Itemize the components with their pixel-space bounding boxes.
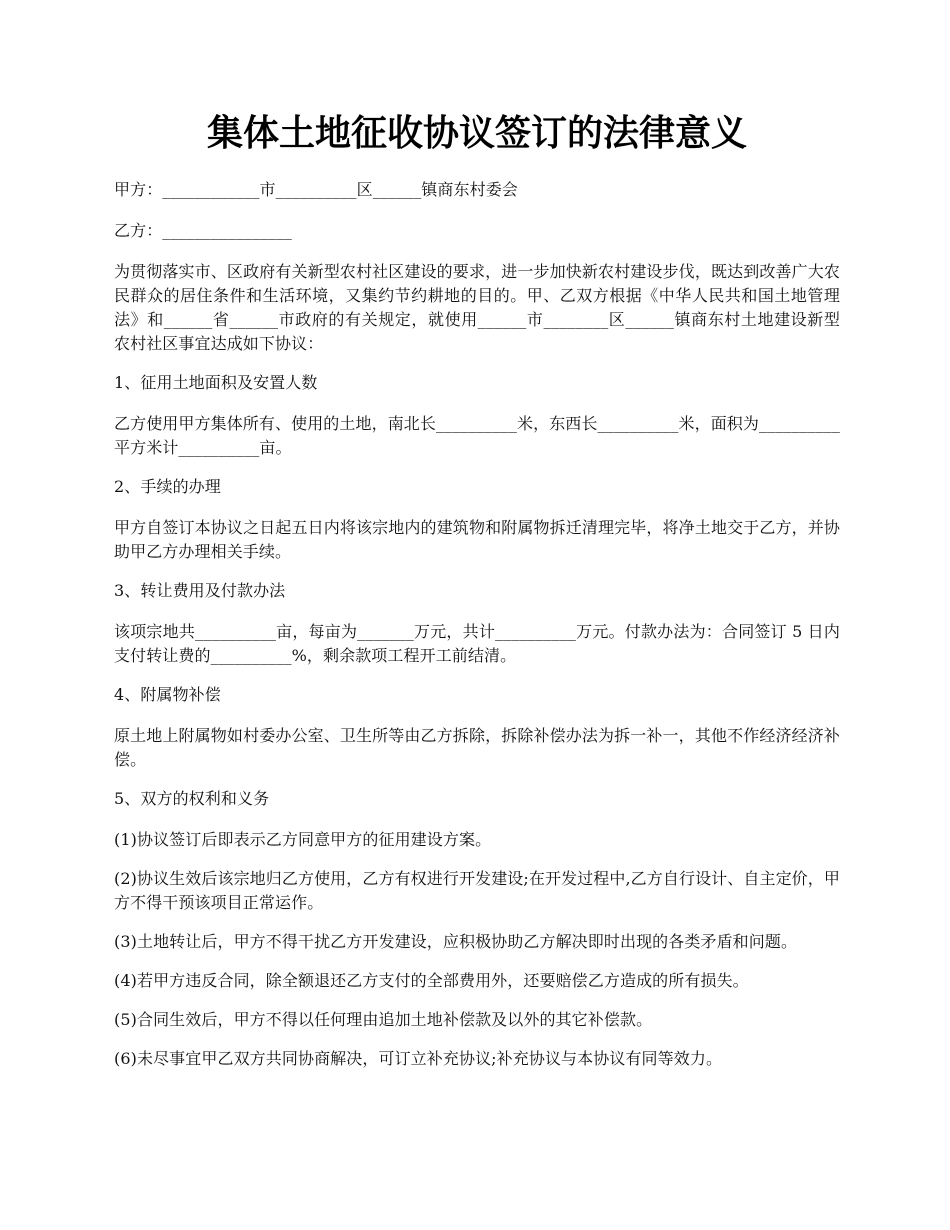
section-5-heading: 5、双方的权利和义务 (114, 789, 270, 808)
clause-6: (6)未尽事宜甲乙双方共同协商解决，可订立补充协议;补充协议与本协议有同等效力。 (114, 1049, 723, 1068)
document-title: 集体土地征收协议签订的法律意义 (206, 113, 747, 154)
section-4-paragraph: 原土地上附属物如村委办公室、卫生所等由乙方拆除，拆除补偿办法为拆一补一，其他不作经济经济补偿。 (114, 726, 840, 769)
section-3-heading: 3、转让费用及付款办法 (114, 581, 286, 600)
section-2-paragraph: 甲方自签订本协议之日起五日内将该宗地内的建筑物和附属物拆迁清理完毕，将净土地交于乙方，并协助甲乙方办理相关手续。 (114, 518, 840, 561)
clause-4: (4)若甲方违反合同，除全额退还乙方支付的全部费用外，还要赔偿乙方造成的所有损失。 (114, 971, 749, 990)
clause-3: (3)土地转让后，甲方不得干扰乙方开发建设，应积极协助乙方解决即时出现的各类矛盾和问题。 (114, 932, 798, 951)
section-1-paragraph: 乙方使用甲方集体所有、使用的土地，南北长__________米，东西长__________米，面积为__________平方米计__________亩。 (114, 414, 841, 457)
party-a-line: 甲方：____________市__________区______镇商东村委会 (114, 180, 518, 199)
section-3-paragraph: 该项宗地共__________亩，每亩为_______万元，共计__________万元。付款办法为：合同签订 5 日内支付转让费的__________%，剩余款项工程开工前结清。 (114, 622, 840, 665)
clause-1: (1)协议签订后即表示乙方同意甲方的征用建设方案。 (114, 830, 492, 849)
section-2-heading: 2、手续的办理 (114, 477, 221, 496)
clause-2: (2)协议生效后该宗地归乙方使用，乙方有权进行开发建设;在开发过程中,乙方自行设计、自主定价，甲方不得干预该项目正常运作。 (114, 869, 840, 912)
preamble-paragraph: 为贯彻落实市、区政府有关新型农村社区建设的要求，进一步加快新农村建设步伐，既达到改善广大农民群众的居住条件和生活环境，又集约节约耕地的目的。甲、乙双方根据《中华人民共和国土地管理法》和______省______市政府的有关规定，就使用______市________区______镇商东村土地建设新型农村社区事宜达成如下协议： (114, 262, 840, 353)
party-b-line: 乙方：________________ (114, 221, 292, 240)
section-1-heading: 1、征用土地面积及安置人数 (114, 373, 318, 392)
document-body (114, 178, 840, 1086)
section-4-heading: 4、附属物补偿 (114, 685, 221, 704)
clause-5: (5)合同生效后，甲方不得以任何理由追加土地补偿款及以外的其它补偿款。 (114, 1010, 653, 1029)
